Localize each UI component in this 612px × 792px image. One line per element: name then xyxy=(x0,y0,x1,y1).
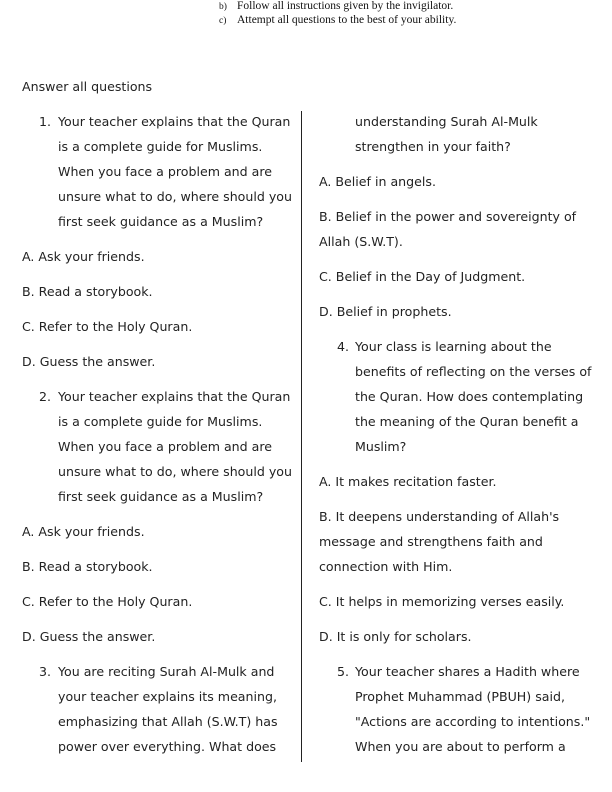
question-1-text-line: is a complete guide for Muslims. xyxy=(58,139,263,154)
question-4-text-line: Your class is learning about the xyxy=(355,339,552,354)
question-1-text-line: When you face a problem and are xyxy=(58,164,273,179)
question-3-text-line: your teacher explains its meaning, xyxy=(58,689,277,704)
question-3-text-line: emphasizing that Allah (S.W.T) has xyxy=(58,714,278,729)
question-1-option-a: A. Ask your friends. xyxy=(22,249,145,264)
question-2-option-c: C. Refer to the Holy Quran. xyxy=(22,594,193,609)
question-2-text-line: Your teacher explains that the Quran xyxy=(58,389,291,404)
question-3-option-c: C. Belief in the Day of Judgment. xyxy=(319,269,526,284)
instruction-b xyxy=(219,0,453,12)
question-5-text-line: "Actions are according to intentions." xyxy=(355,714,591,729)
question-3-option-d: D. Belief in prophets. xyxy=(319,304,452,319)
question-3-option-b: B. Belief in the power and sovereignty of xyxy=(319,209,577,224)
instruction-c-label: c) xyxy=(219,16,227,26)
question-2-text-line: When you face a problem and are xyxy=(58,439,273,454)
question-1-text-line: unsure what to do, where should you xyxy=(58,189,292,204)
question-4-option-d: D. It is only for scholars. xyxy=(319,629,472,644)
question-1-text-line: first seek guidance as a Muslim? xyxy=(58,214,264,229)
question-4-option-b-cont: message and strengthens faith and xyxy=(319,534,543,549)
question-4-text-line: the meaning of the Quran benefit a xyxy=(355,414,579,429)
question-1-option-b: B. Read a storybook. xyxy=(22,284,153,299)
question-1-option-c: C. Refer to the Holy Quran. xyxy=(22,319,193,334)
question-5-number: 5. xyxy=(337,664,350,679)
question-4-option-c: C. It helps in memorizing verses easily. xyxy=(319,594,565,609)
question-5-text-line: Prophet Muhammad (PBUH) said, xyxy=(355,689,565,704)
instruction-b-text: Follow all instructions given by the invigilator. xyxy=(237,0,454,12)
question-3-option-a: A. Belief in angels. xyxy=(319,174,436,189)
question-3-text-line: strengthen in your faith? xyxy=(355,139,511,154)
instruction-c xyxy=(219,14,456,26)
question-2-option-b: B. Read a storybook. xyxy=(22,559,153,574)
question-2-option-a: A. Ask your friends. xyxy=(22,524,145,539)
question-5-text-line: Your teacher shares a Hadith where xyxy=(355,664,580,679)
question-3-text-line: understanding Surah Al-Mulk xyxy=(355,114,538,129)
question-1-number: 1. xyxy=(39,114,52,129)
question-1-option-d: D. Guess the answer. xyxy=(22,354,156,369)
question-4-option-b-cont: connection with Him. xyxy=(319,559,453,574)
question-2-text-line: is a complete guide for Muslims. xyxy=(58,414,263,429)
question-4-option-a: A. It makes recitation faster. xyxy=(319,474,497,489)
question-2-text-line: unsure what to do, where should you xyxy=(58,464,292,479)
question-4-option-b: B. It deepens understanding of Allah's xyxy=(319,509,560,524)
question-2-option-d: D. Guess the answer. xyxy=(22,629,156,644)
instruction-b-label: b) xyxy=(219,2,227,12)
question-1-text-line: Your teacher explains that the Quran xyxy=(58,114,291,129)
question-3-text-line: power over everything. What does xyxy=(58,739,277,754)
section-heading: Answer all questions xyxy=(22,79,153,94)
question-4-text-line: benefits of reflecting on the verses of xyxy=(355,364,592,379)
question-2-text-line: first seek guidance as a Muslim? xyxy=(58,489,264,504)
question-4-text-line: the Quran. How does contemplating xyxy=(355,389,584,404)
question-3-option-b-cont: Allah (S.W.T). xyxy=(319,234,403,249)
instruction-c-text: Attempt all questions to the best of your ability. xyxy=(237,14,457,26)
question-2-number: 2. xyxy=(39,389,52,404)
question-4-text-line: Muslim? xyxy=(355,439,407,454)
question-5-text-line: When you are about to perform a xyxy=(355,739,566,754)
question-3-number: 3. xyxy=(39,664,52,679)
column-divider xyxy=(301,111,302,762)
question-4-number: 4. xyxy=(337,339,350,354)
question-3-text-line: You are reciting Surah Al-Mulk and xyxy=(58,664,275,679)
